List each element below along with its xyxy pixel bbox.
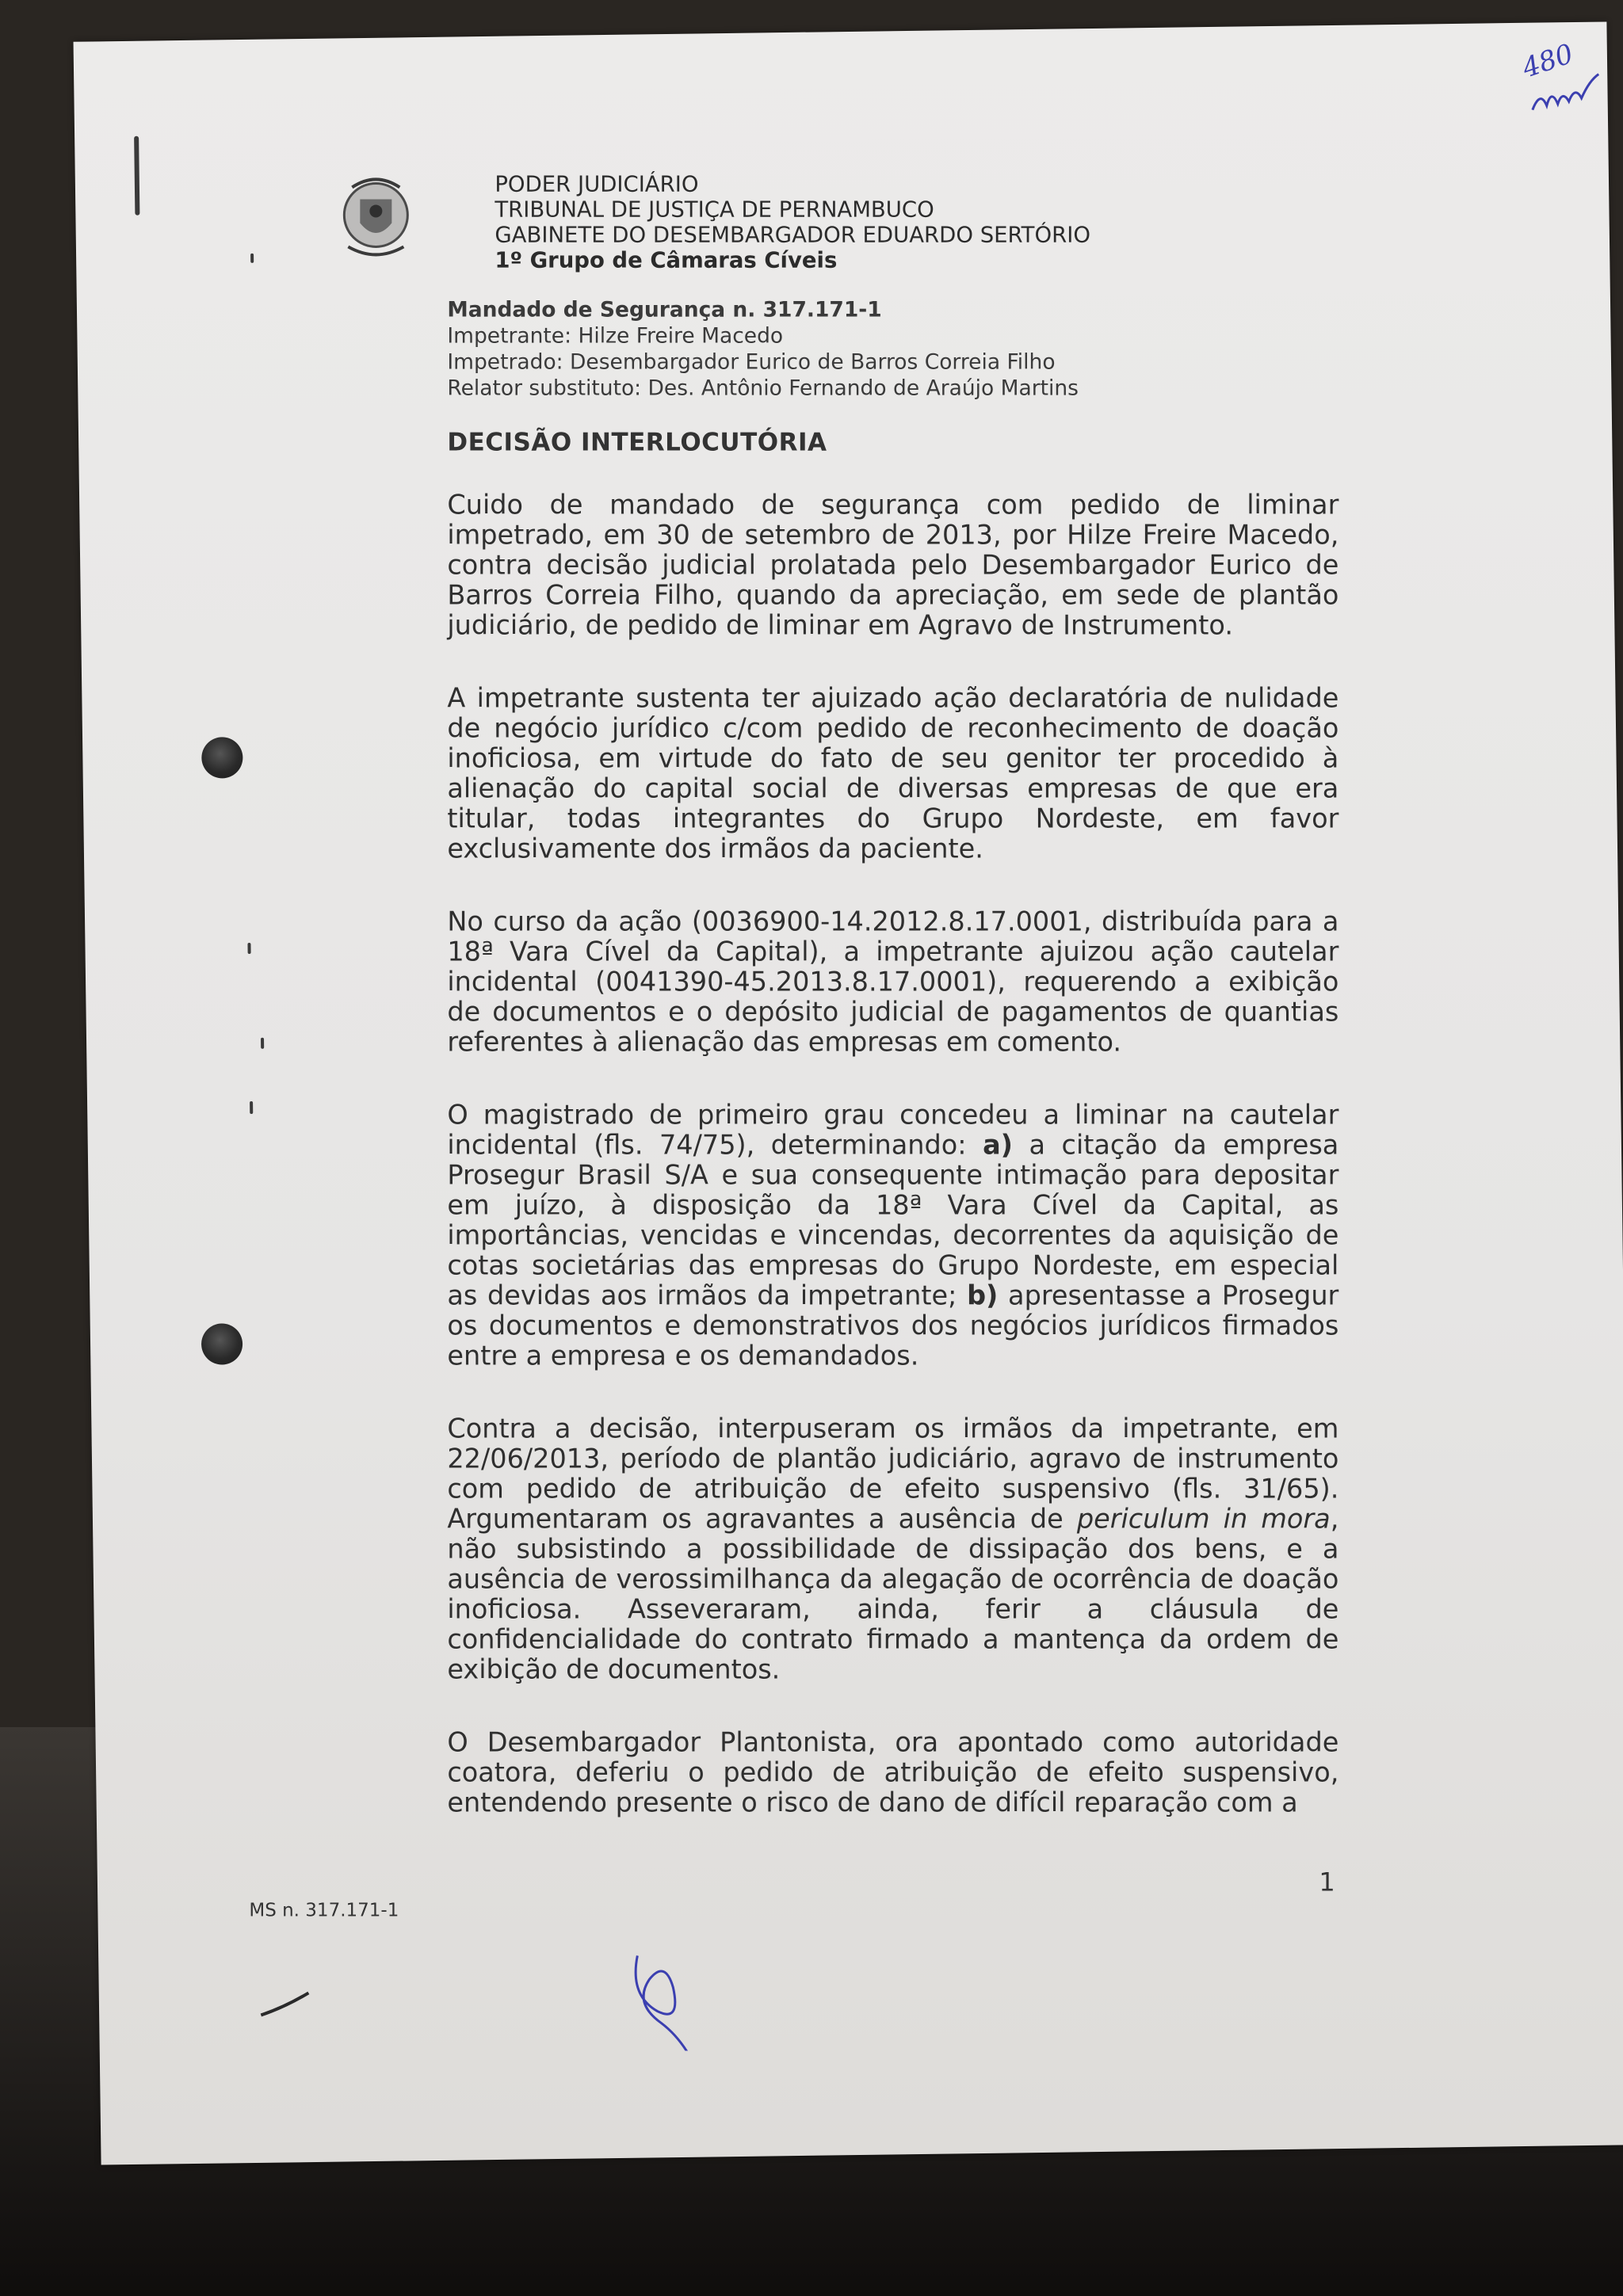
margin-mark bbox=[261, 1038, 264, 1049]
case-details bbox=[447, 296, 1079, 401]
page-number: 1 bbox=[1319, 1867, 1335, 1897]
footer-reference: MS n. 317.171-1 bbox=[249, 1900, 399, 1921]
decision-title: DECISÃO INTERLOCUTÓRIA bbox=[447, 428, 827, 457]
ink-mark bbox=[257, 1987, 320, 2019]
case-impetrado: Impetrado: Desembargador Eurico de Barros Correia Filho bbox=[447, 349, 1056, 375]
margin-mark bbox=[250, 1101, 253, 1114]
paragraph-text: , não subsistindo a possibilidade de dissipação dos bens, e a ausência de verossimilhança da alegação de ocorrência de doação inoficiosa. Asseveraram, ainda, ferir a cláusula de confidencialidade do contrato firmado a mantença da ordem de exibição de documentos. bbox=[447, 1503, 1339, 1685]
paragraph: A impetrante sustenta ter ajuizado ação declaratória de nulidade de negócio jurídico c/com pedido de reconhecimento de doação inoficiosa, em virtude do fato de seu genitor ter procedido à alienação do capital social de diversas empresas de que era titular, todas integrantes do Grupo Nordeste, em favor exclusivamente dos irmãos da paciente. bbox=[447, 682, 1339, 864]
decision-body bbox=[447, 490, 1338, 1860]
case-impetrante: Impetrante: Hilze Freire Macedo bbox=[447, 323, 784, 349]
item-marker: a) bbox=[983, 1129, 1013, 1161]
paragraph: No curso da ação (0036900-14.2012.8.17.0001, distribuída para a 18ª Vara Cível da Capital), a impetrante ajuizou ação cautelar incidental (0041390-45.2013.8.17.0001), requerendo a exibição de documentos e o depósito judicial de pagamentos de quantias referentes à alienação das empresas em comento. bbox=[447, 906, 1339, 1058]
punch-hole bbox=[201, 1323, 243, 1365]
document-page bbox=[74, 21, 1623, 2164]
paragraph-text: a citação da empresa Prosegur Brasil S/A e sua consequente intimação para depositar em juízo, à disposição da 18ª Vara Cível da Capital, as importâncias, vencidas e vincendas, decorrentes da aquisição de cotas societárias das empresas do Grupo Nordeste, em especial as devidas aos irmãos da impetrante; bbox=[447, 1129, 1339, 1311]
court-header bbox=[495, 171, 1090, 273]
margin-mark bbox=[134, 136, 139, 215]
paragraph-text: O magistrado de primeiro grau concedeu a liminar na cautelar incidental (fls. 74/75), determinando: bbox=[447, 1099, 1339, 1161]
paragraph: Cuido de mandado de segurança com pedido de liminar impetrado, em 30 de setembro de 2013, por Hilze Freire Macedo, contra decisão judicial prolatada pelo Desembargador Eurico de Barros Correia Filho, quando da apreciação, em sede de plantão judiciário, de pedido de liminar em Agravo de Instrumento. bbox=[447, 489, 1339, 641]
margin-mark bbox=[247, 943, 250, 954]
coat-of-arms-icon bbox=[336, 171, 415, 266]
handwritten-signature bbox=[621, 1939, 708, 2050]
item-marker: b) bbox=[967, 1280, 999, 1311]
punch-hole bbox=[201, 737, 243, 779]
paragraph-text: apresentasse a Prosegur os documentos e demonstrativos dos negócios jurídicos firmados entre a empresa e os demandados. bbox=[447, 1280, 1339, 1371]
latin-term: periculum in mora bbox=[1076, 1503, 1331, 1535]
header-line: TRIBUNAL DE JUSTIÇA DE PERNAMBUCO bbox=[495, 196, 934, 223]
header-line: GABINETE DO DESEMBARGADOR EDUARDO SERTÓRIO bbox=[495, 222, 1090, 248]
paragraph bbox=[447, 1100, 1338, 1371]
header-line: PODER JUDICIÁRIO bbox=[495, 171, 699, 197]
header-line: 1º Grupo de Câmaras Cíveis bbox=[495, 247, 838, 273]
paragraph bbox=[447, 1413, 1338, 1684]
handwritten-page-number bbox=[1516, 37, 1612, 126]
case-title: Mandado de Segurança n. 317.171-1 bbox=[447, 297, 882, 322]
case-relator: Relator substituto: Des. Antônio Fernando de Araújo Martins bbox=[447, 376, 1079, 401]
handwritten-number-text: 480 bbox=[1518, 37, 1578, 85]
paragraph-text: Contra a decisão, interpuseram os irmãos da impetrante, em 22/06/2013, período de plantão judiciário, agravo de instrumento com pedido de atribuição de efeito suspensivo (fls. 31/65). Argumentaram os agravantes a ausência de bbox=[447, 1413, 1339, 1535]
paragraph: O Desembargador Plantonista, ora apontado como autoridade coatora, deferiu o pedido de atribuição de efeito suspensivo, entendendo presente o risco de dano de difícil reparação com a bbox=[447, 1726, 1339, 1818]
margin-mark bbox=[250, 254, 254, 263]
